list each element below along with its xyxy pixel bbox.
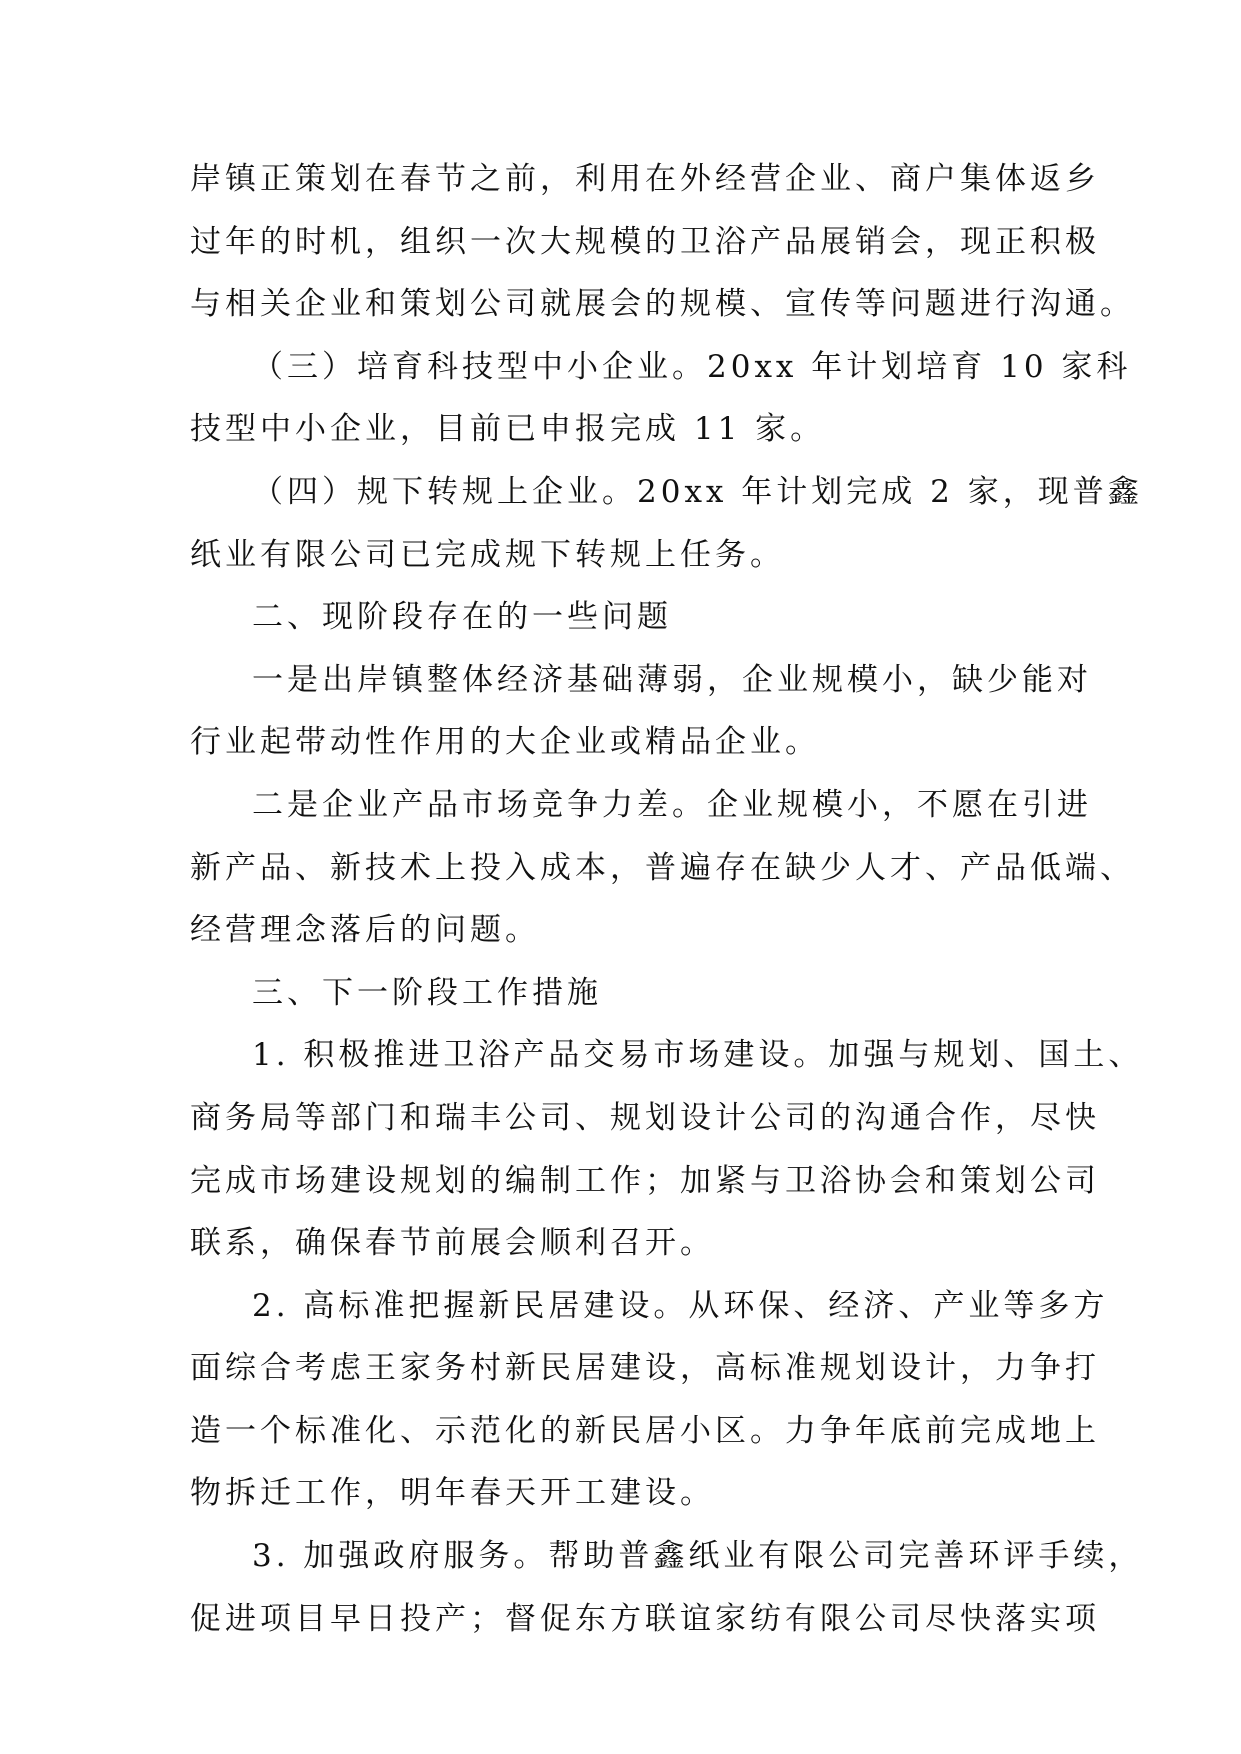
text-line: 联系，确保春节前展会顺利召开。 (190, 1225, 715, 1262)
section-heading-3: 三、下一阶段工作措施 (252, 974, 602, 1011)
text-line: 纸业有限公司已完成规下转规上任务。 (190, 536, 785, 573)
subsection-heading-3: （三）培育科技型中小企业。20xx 年计划培育 10 家科 (252, 348, 1132, 385)
text-line: 岸镇正策划在春节之前，利用在外经营企业、商户集体返乡 (190, 161, 1100, 197)
text-line: 过年的时机，组织一次大规模的卫浴产品展销会，现正积极 (190, 223, 1100, 260)
text-line: 完成市场建设规划的编制工作；加紧与卫浴协会和策划公司 (190, 1162, 1100, 1199)
paragraph-start: 一是出岸镇整体经济基础薄弱，企业规模小，缺少能对 (252, 661, 1092, 698)
text-line: 物拆迁工作，明年春天开工建设。 (190, 1475, 715, 1512)
text-line: 技型中小企业，目前已申报完成 11 家。 (190, 411, 826, 448)
section-heading-2: 二、现阶段存在的一些问题 (252, 599, 672, 636)
list-item-2: 2. 高标准把握新民居建设。从环保、经济、产业等多方 (252, 1287, 1109, 1324)
list-item-1: 1. 积极推进卫浴产品交易市场建设。加强与规划、国土、 (252, 1037, 1144, 1074)
text-line: 造一个标准化、示范化的新民居小区。力争年底前完成地上 (190, 1412, 1100, 1449)
paragraph-start: 二是企业产品市场竞争力差。企业规模小，不愿在引进 (252, 786, 1092, 823)
text-line: 新产品、新技术上投入成本，普遍存在缺少人才、产品低端、 (190, 849, 1135, 886)
text-line: 与相关企业和策划公司就展会的规模、宣传等问题进行沟通。 (190, 286, 1135, 323)
text-line: 经营理念落后的问题。 (190, 912, 540, 949)
document-body (190, 148, 1144, 1650)
subsection-heading-4: （四）规下转规上企业。20xx 年计划完成 2 家，现普鑫 (252, 473, 1143, 510)
text-line: 促进项目早日投产；督促东方联谊家纺有限公司尽快落实项 (190, 1600, 1100, 1637)
list-item-3: 3. 加强政府服务。帮助普鑫纸业有限公司完善环评手续， (252, 1538, 1144, 1575)
text-line: 行业起带动性作用的大企业或精品企业。 (190, 724, 820, 761)
text-line: 商务局等部门和瑞丰公司、规划设计公司的沟通合作，尽快 (190, 1099, 1100, 1136)
text-line: 面综合考虑王家务村新民居建设，高标准规划设计，力争打 (190, 1350, 1100, 1387)
